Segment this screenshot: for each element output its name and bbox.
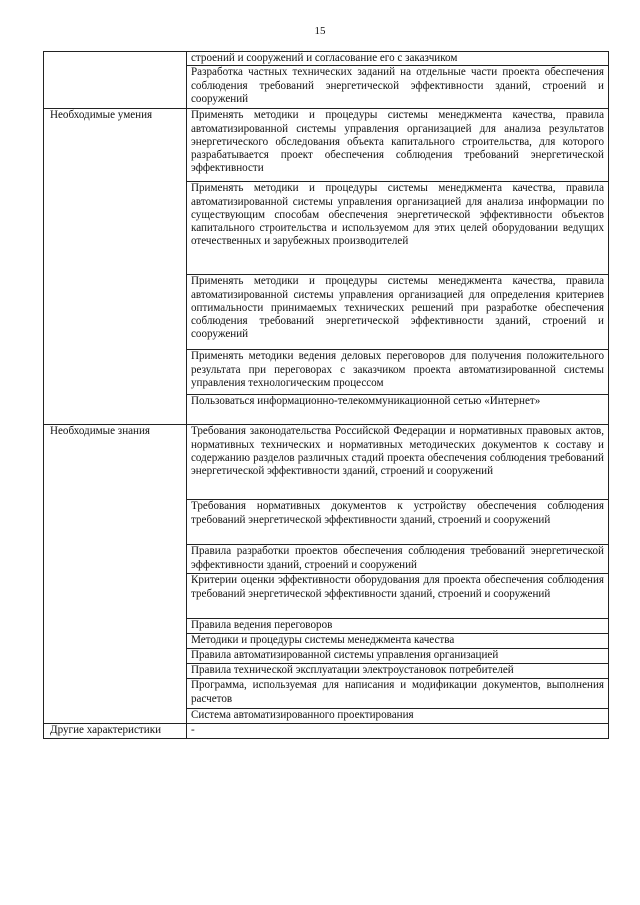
- row-label-skills: Необходимые умения: [44, 109, 187, 425]
- table-cell: Методики и процедуры системы менеджмента качества: [187, 634, 609, 649]
- table-cell: Применять методики и процедуры системы менеджмента качества, правила автоматизированной системы управления организацией для анализа информации по существующим способам обеспечения энергетической эффективности объектов капитального строительства и используемом для этих целей оборудовании ведущих отечественных и зарубежных производителей: [187, 182, 609, 275]
- table-cell: -: [187, 724, 609, 739]
- table-cell: Разработка частных технических заданий на отдельные части проекта обеспечения соблюдения требований энергетической эффективности зданий, строений и сооружений: [187, 66, 609, 109]
- table-row: [44, 52, 609, 66]
- table-cell: Правила ведения переговоров: [187, 619, 609, 634]
- table-cell: Применять методики и процедуры системы менеджмента качества, правила автоматизированной системы управления организацией для анализа результатов энергетического обследования объекта капитального строительства, для которого разрабатывается проект обеспечения соблюдения требований энергетической эффективности: [187, 109, 609, 182]
- page-number: 15: [314, 25, 326, 37]
- table-cell: Требования нормативных документов к устройству обеспечения соблюдения требований энергетической эффективности зданий, строений и сооружений: [187, 500, 609, 545]
- table-cell: строений и сооружений и согласование его с заказчиком: [187, 52, 609, 66]
- table-cell: Критерии оценки эффективности оборудования для проекта обеспечения соблюдения требований энергетической эффективности зданий, строений и сооружений: [187, 574, 609, 619]
- table-cell: Применять методики ведения деловых переговоров для получения положительного результата при переговорах с заказчиком проекта автоматизированной системы управления технологическим процессом: [187, 350, 609, 395]
- row-label-knowledge: Необходимые знания: [44, 425, 187, 724]
- table-row: [44, 425, 609, 500]
- table-cell: Система автоматизированного проектирования: [187, 709, 609, 724]
- table-cell: Программа, используемая для написания и модификации документов, выполнения расчетов: [187, 679, 609, 709]
- table-cell: Правила технической эксплуатации электроустановок потребителей: [187, 664, 609, 679]
- table-row: [44, 724, 609, 739]
- table-cell: Правила автоматизированной системы управления организацией: [187, 649, 609, 664]
- table-cell: Правила разработки проектов обеспечения соблюдения требований энергетической эффективности зданий, строений и сооружений: [187, 545, 609, 574]
- table-cell: Пользоваться информационно-телекоммуникационной сетью «Интернет»: [187, 395, 609, 425]
- table-cell: Применять методики и процедуры системы менеджмента качества, правила автоматизированной системы управления организацией для определения критериев оптимальности принимаемых технических решений при разработке обеспечения соблюдения требований энергетической эффективности зданий, строений и сооружений: [187, 275, 609, 350]
- table-row: [44, 109, 609, 182]
- requirements-table: [43, 51, 609, 739]
- row-label-other: Другие характеристики: [44, 724, 187, 739]
- table-cell: Требования законодательства Российской Федерации и нормативных правовых актов, нормативных технических и нормативных методических документов к составу и содержанию разделов различных стадий проекта обеспечения соблюдения требований энергетической эффективности зданий, строений и сооружений: [187, 425, 609, 500]
- row-label: [44, 52, 187, 109]
